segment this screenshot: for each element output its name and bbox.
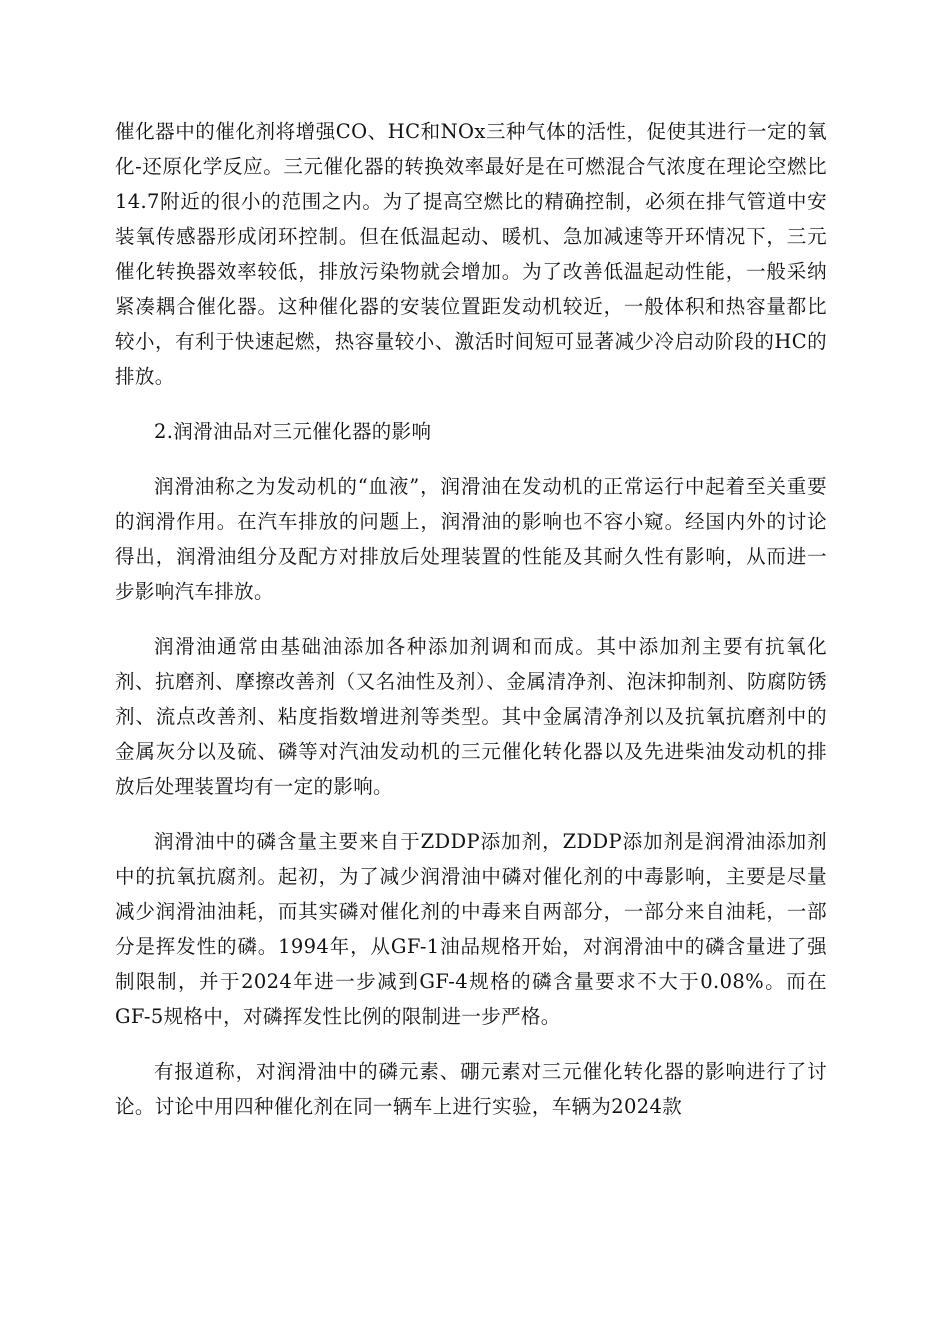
- paragraph-lubricant-additives: 润滑油通常由基础油添加各种添加剂调和而成。其中添加剂主要有抗氧化剂、抗磨剂、摩擦改善剂（又名油性及剂）、金属清净剂、泡沫抑制剂、防腐防锈剂、流点改善剂、粘度指数增进剂等类型。其中金属清净剂以及抗氧抗磨剂中的金属灰分以及硫、磷等对汽油发动机的三元催化转化器以及先进柴油发动机的排放后处理装置均有一定的影响。: [115, 635, 827, 798]
- section-heading-lubricant-effect: 2.润滑油品对三元催化器的影响: [154, 420, 432, 443]
- document-body: [115, 114, 827, 1144]
- paragraph-phosphorus-content: 润滑油中的磷含量主要来自于ZDDP添加剂，ZDDP添加剂是润滑油添加剂中的抗氧抗腐剂。起初，为了减少润滑油中磷对催化剂的中毒影响，主要是尽量减少润滑油油耗，而其实磷对催化剂的中毒来自两部分，一部分来自油耗，一部分是挥发性的磷。1994年，从GF-1油品规格开始，对润滑油中的磷含量进了强制限制，并于2024年进一步减到GF-4规格的磷含量要求不大于0.08%。而在GF-5规格中，对磷挥发性比例的限制进一步严格。: [115, 830, 827, 1028]
- paragraph-catalyst-efficiency: 催化器中的催化剂将增强CO、HC和NOx三种气体的活性，促使其进行一定的氧化-还原化学反应。三元催化器的转换效率最好是在可燃混合气浓度在理论空燃比14.7附近的很小的范围之内。为了提高空燃比的精确控制，必须在排气管道中安装氧传感器形成闭环控制。但在低温起动、暖机、急加减速等开环情况下，三元催化转换器效率较低，排放污染物就会增加。为了改善低温起动性能，一般采纳紧凑耦合催化器。这种催化器的安装位置距发动机较近，一般体积和热容量都比较小，有利于快速起燃，热容量较小、激活时间短可显著减少冷启动阶段的HC的排放。: [115, 120, 827, 388]
- paragraph-lubricant-role: 润滑油称之为发动机的“血液”，润滑油在发动机的正常运行中起着至关重要的润滑作用。在汽车排放的问题上，润滑油的影响也不容小窥。经国内外的讨论得出，润滑油组分及配方对排放后处理装置的性能及其耐久性有影响，从而进一步影响汽车排放。: [115, 475, 827, 603]
- paragraph-phosphorus-boron-study: 有报道称，对润滑油中的磷元素、硼元素对三元催化转化器的影响进行了讨论。讨论中用四种催化剂在同一辆车上进行实验，车辆为2024款: [115, 1060, 827, 1118]
